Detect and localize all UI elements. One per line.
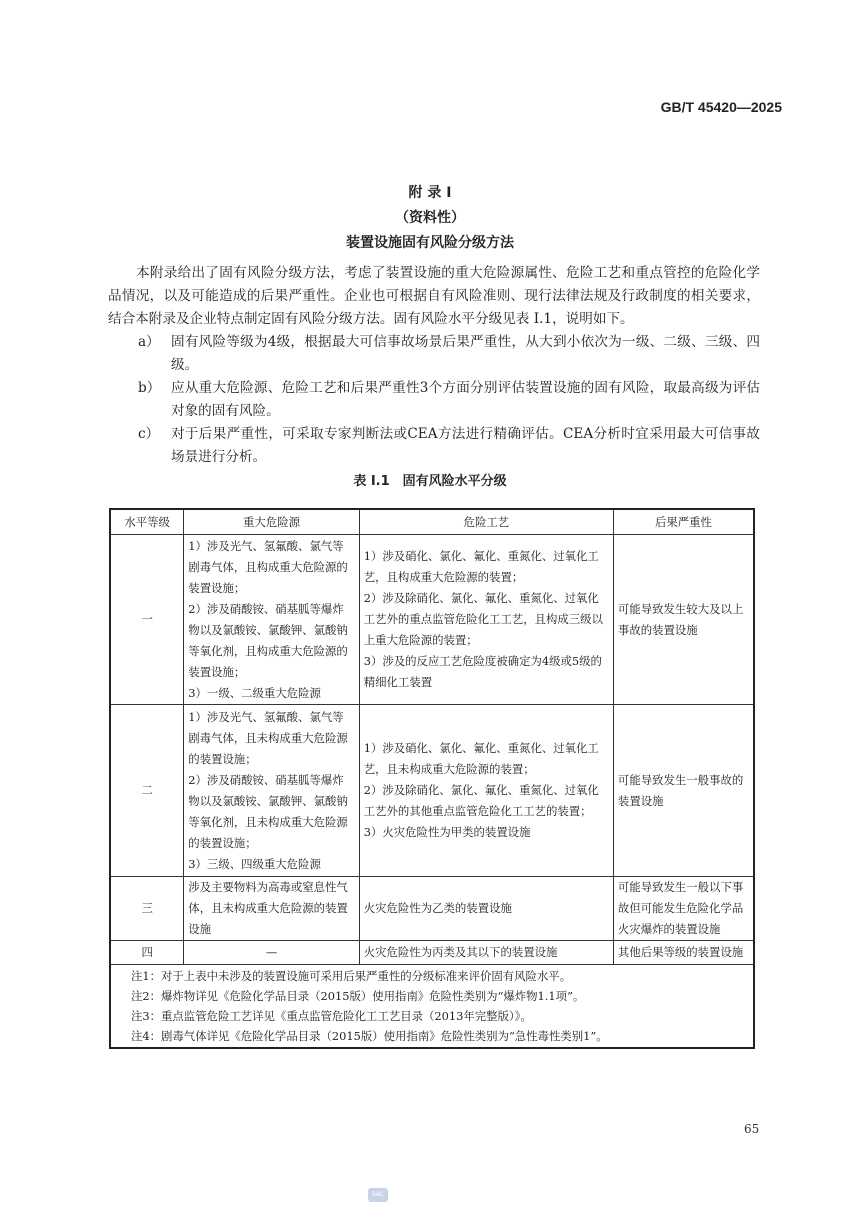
notes-cell <box>110 965 754 1049</box>
item-text: 对于后果严重性，可采取专家判断法或CEA方法进行精确评估。CEA分析时宜采用最大可信事故场景进行分析。 <box>171 426 760 465</box>
header-consequence: 后果严重性 <box>613 509 754 535</box>
process-cell <box>359 705 613 877</box>
item-text: 固有风险等级为4级，根据最大可信事故场景后果严重性，从大到小依次为一级、二级、三级、四级。 <box>171 334 760 373</box>
body-text <box>108 262 760 469</box>
hazard-source-cell: 涉及主要物料为高毒或窒息性气体，且未构成重大危险源的装置设施 <box>184 877 359 941</box>
appendix-nature: （资料性） <box>395 210 465 226</box>
consequence-cell: 其他后果等级的装置设施 <box>613 941 754 965</box>
item-label: b） <box>138 380 161 396</box>
header-hazard-source: 重大危险源 <box>184 509 359 535</box>
table-row <box>110 535 754 705</box>
list-item <box>108 377 760 423</box>
appendix-name: 装置设施固有风险分级方法 <box>346 235 514 251</box>
consequence-cell: 可能导致发生较大及以上事故的装置设施 <box>613 535 754 705</box>
cell-line: 1）涉及光气、氢氟酸、氯气等剧毒气体，且未构成重大危险源的装置设施； <box>188 709 348 766</box>
hazard-source-cell <box>184 705 359 877</box>
table-note: 注3：重点监管危险工艺详见《重点监管危险化工工艺目录（2013年完整版）》。 <box>131 1009 532 1023</box>
risk-level-table <box>109 508 755 1049</box>
cell-line: 3）一级、二级重大危险源 <box>188 685 321 700</box>
page-number: 65 <box>744 1122 760 1136</box>
standard-number: GB/T 45420—2025 <box>660 99 782 115</box>
process-cell: 火灾危险性为丙类及其以下的装置设施 <box>359 941 613 965</box>
level-cell: 三 <box>110 877 184 941</box>
cell-line: 2）涉及硝酸铵、硝基胍等爆炸物以及氯酸铵、氯酸钾、氯酸钠等氧化剂，且未构成重大危险源的装置设施； <box>188 772 348 850</box>
header-level: 水平等级 <box>110 509 184 535</box>
hazard-source-cell <box>184 535 359 705</box>
table-notes-row <box>110 965 754 1049</box>
table-note: 注1：对于上表中未涉及的装置设施可采用后果严重性的分级标准来评价固有风险水平。 <box>131 969 572 983</box>
cell-line: 2）涉及硝酸铵、硝基胍等爆炸物以及氯酸铵、氯酸钾、氯酸钠等氧化剂，且构成重大危险源的装置设施； <box>188 601 348 679</box>
consequence-cell: 可能导致发生一般以下事故但可能发生危险化学品火灾爆炸的装置设施 <box>613 877 754 941</box>
cell-line: 2）涉及除硝化、氯化、氟化、重氮化、过氧化工艺外的重点监管危险化工工艺，且构成三级以上重大危险源的装置； <box>363 591 603 647</box>
table-note: 注4：剧毒气体详见《危险化学品目录（2015版）使用指南》危险性类别为“急性毒性类别1”。 <box>131 1029 608 1043</box>
table-note: 注2：爆炸物详见《危险化学品目录（2015版）使用指南》危险性类别为“爆炸物1.1项”。 <box>131 989 585 1003</box>
item-label: c） <box>138 426 160 442</box>
watermark-logo: SAC <box>368 1188 388 1202</box>
item-label: a） <box>138 334 160 350</box>
table-header-row <box>110 509 754 535</box>
list-item <box>108 331 760 377</box>
consequence-cell: 可能导致发生一般事故的装置设施 <box>613 705 754 877</box>
cell-line: 2）涉及除硝化、氯化、氟化、重氮化、过氧化工艺外的其他重点监管危险化工工艺的装置； <box>363 783 599 818</box>
process-cell: 火灾危险性为乙类的装置设施 <box>359 877 613 941</box>
table-row <box>110 877 754 941</box>
cell-line: 1）涉及光气、氢氟酸、氯气等剧毒气体，且构成重大危险源的装置设施； <box>188 538 348 595</box>
process-cell <box>359 535 613 705</box>
level-cell: 二 <box>110 705 184 877</box>
cell-line: 3）三级、四级重大危险源 <box>188 856 321 871</box>
table-row <box>110 941 754 965</box>
table-row <box>110 705 754 877</box>
level-cell: 一 <box>110 535 184 705</box>
intro-paragraph: 本附录给出了固有风险分级方法，考虑了装置设施的重大危险源属性、危险工艺和重点管控的危险化学品情况，以及可能造成的后果严重性。企业也可根据自有风险准则、现行法律法规及行政制度的相关要求，结合本附录及企业特点制定固有风险分级方法。固有风险水平分级见表 I.1，说明如下。 <box>108 265 760 327</box>
item-text: 应从重大危险源、危险工艺和后果严重性3个方面分别评估装置设施的固有风险，取最高级为评估对象的固有风险。 <box>171 380 760 419</box>
cell-line: 1）涉及硝化、氯化、氟化、重氮化、过氧化工艺，且构成重大危险源的装置； <box>363 549 599 584</box>
cell-line: 3）涉及的反应工艺危险度被确定为4级或5级的精细化工装置 <box>363 654 602 689</box>
cell-line: 3）火灾危险性为甲类的装置设施 <box>363 825 531 839</box>
table-caption: 表 I.1 固有风险水平分级 <box>353 474 507 489</box>
cell-line: 1）涉及硝化、氯化、氟化、重氮化、过氧化工艺，且未构成重大危险源的装置； <box>363 741 599 776</box>
level-cell: 四 <box>110 941 184 965</box>
list-item <box>108 423 760 469</box>
hazard-source-cell: — <box>184 941 359 965</box>
appendix-title: 附 录 I <box>408 185 452 201</box>
header-process: 危险工艺 <box>359 509 613 535</box>
